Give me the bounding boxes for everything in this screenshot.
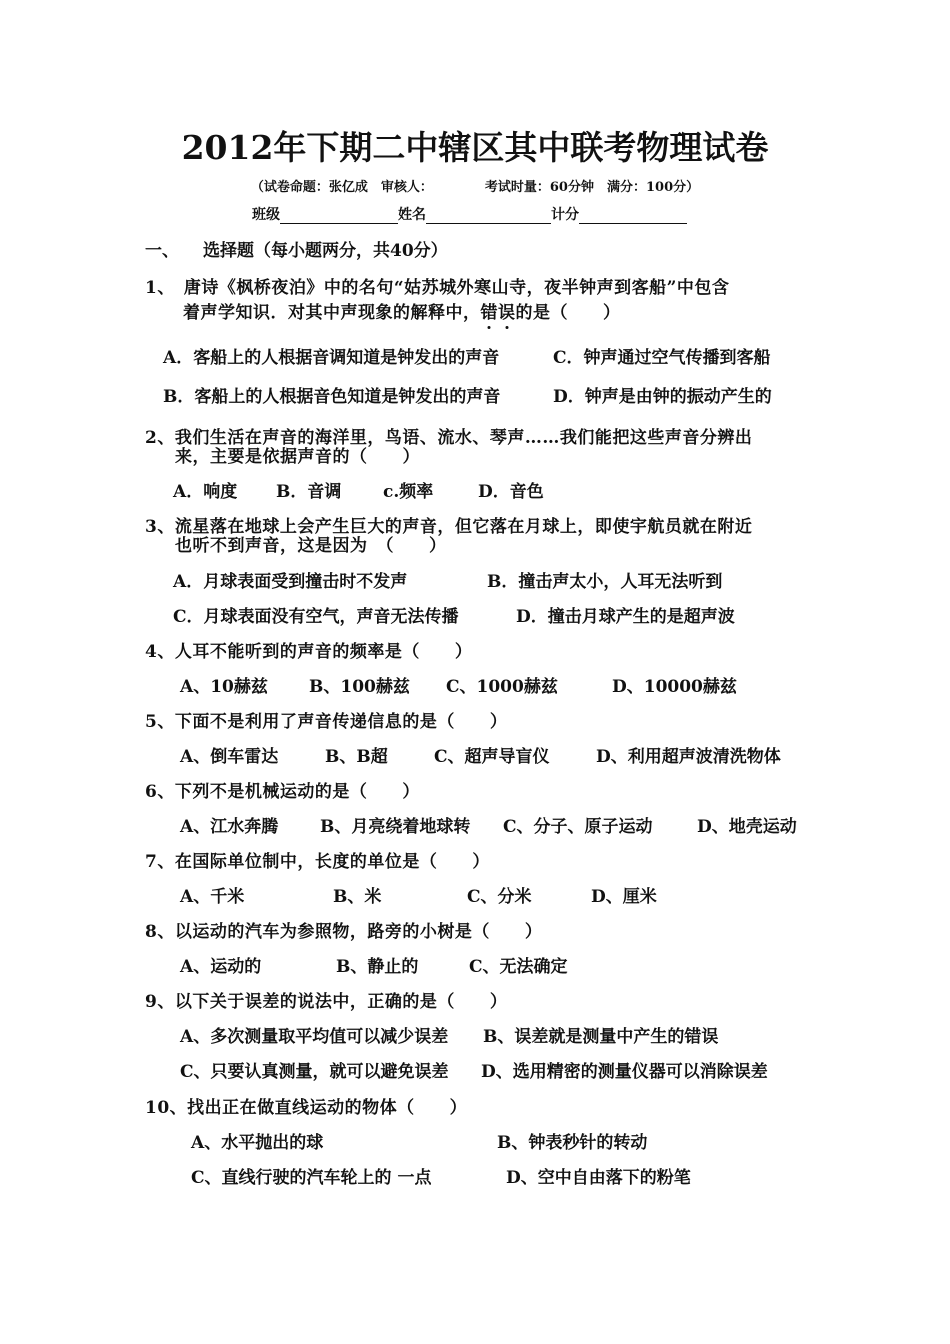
meta-setter: （试卷命题：张亿成 审核人： (250, 180, 433, 195)
section-number: 一、 (145, 241, 179, 261)
student-info-fields (252, 204, 687, 224)
option[interactable]: C、分米 (467, 887, 532, 907)
option[interactable]: B．音调 (276, 482, 342, 502)
option[interactable]: c.频率 (383, 482, 434, 502)
option[interactable]: D、选用精密的测量仪器可以消除误差 (481, 1062, 768, 1082)
option[interactable]: D．音色 (478, 482, 544, 502)
option[interactable]: C、无法确定 (469, 957, 568, 977)
option[interactable]: D．钟声是由钟的振动产生的 (553, 387, 772, 407)
option[interactable]: C、1000赫兹 (446, 677, 558, 697)
question-4: 4、人耳不能听到的声音的频率是（ ） (145, 642, 473, 662)
page-title: 2012年下期二中辖区其中联考物理试卷 (181, 128, 769, 167)
option[interactable]: D、空中自由落下的粉笔 (506, 1168, 691, 1188)
option[interactable]: A、10赫兹 (180, 677, 268, 697)
question-10: 10、找出正在做直线运动的物体（ ） (145, 1098, 468, 1118)
emphasis-char: 错 (480, 303, 498, 323)
question-6: 6、下列不是机械运动的是（ ） (145, 782, 420, 802)
option[interactable]: C、超声导盲仪 (434, 747, 550, 767)
option[interactable]: B、米 (333, 887, 382, 907)
option[interactable]: B、误差就是测量中产生的错误 (483, 1027, 719, 1047)
option[interactable]: B、静止的 (336, 957, 419, 977)
score-blank[interactable] (579, 209, 687, 224)
question-1-line2 (183, 298, 621, 323)
class-blank[interactable] (280, 209, 398, 224)
class-label: 班级 (252, 207, 280, 223)
option[interactable]: A、水平抛出的球 (191, 1133, 324, 1153)
question-1-line2-post: 的是（ ） (515, 303, 621, 323)
option[interactable]: B、月亮绕着地球转 (320, 817, 471, 837)
option[interactable]: D、厘米 (591, 887, 657, 907)
question-2-line2: 来，主要是依据声音的（ ） (175, 447, 420, 467)
option[interactable]: A．响度 (173, 482, 238, 502)
emphasis-char: 误 (498, 303, 516, 323)
question-7: 7、在国际单位制中，长度的单位是（ ） (145, 852, 490, 872)
option[interactable]: C．钟声通过空气传播到客船 (553, 348, 771, 368)
option[interactable]: C、只要认真测量，就可以避免误差 (180, 1062, 449, 1082)
option[interactable]: A．客船上的人根据音调知道是钟发出的声音 (163, 348, 500, 368)
section-heading (145, 236, 448, 261)
option[interactable]: A、倒车雷达 (180, 747, 279, 767)
question-3-line2: 也听不到声音，这是因为 （ ） (175, 536, 447, 556)
option[interactable]: A．月球表面受到撞击时不发声 (173, 572, 408, 592)
option[interactable]: B．撞击声太小，人耳无法听到 (487, 572, 723, 592)
exam-meta (0, 176, 950, 195)
option[interactable]: A、江水奔腾 (180, 817, 279, 837)
question-5: 5、下面不是利用了声音传递信息的是（ ） (145, 712, 508, 732)
question-8: 8、以运动的汽车为参照物，路旁的小树是（ ） (145, 922, 543, 942)
option[interactable]: A、运动的 (180, 957, 262, 977)
question-2-line1: 2、我们生活在声音的海洋里，鸟语、流水、琴声……我们能把这些声音分辨出 (145, 428, 753, 448)
option[interactable]: B．客船上的人根据音色知道是钟发出的声音 (163, 387, 501, 407)
option[interactable]: B、钟表秒针的转动 (497, 1133, 648, 1153)
option[interactable]: D、利用超声波清洗物体 (596, 747, 781, 767)
option[interactable]: A、千米 (180, 887, 245, 907)
question-1-line1: 1、 唐诗《枫桥夜泊》中的名句“姑苏城外寒山寺，夜半钟声到客船”中包含 (145, 278, 730, 298)
option[interactable]: D、地壳运动 (697, 817, 797, 837)
option[interactable]: C、分子、原子运动 (503, 817, 653, 837)
meta-time: 考试时量：60分钟 满分：100分） (484, 180, 700, 195)
option[interactable]: D．撞击月球产生的是超声波 (516, 607, 735, 627)
question-9: 9、以下关于误差的说法中，正确的是（ ） (145, 992, 508, 1012)
score-label: 计分 (551, 207, 579, 223)
option[interactable]: D、10000赫兹 (612, 677, 737, 697)
option[interactable]: B、B超 (325, 747, 388, 767)
option[interactable]: B、100赫兹 (309, 677, 410, 697)
option[interactable]: C、直线行驶的汽车轮上的 一点 (191, 1168, 432, 1188)
option[interactable]: C．月球表面没有空气，声音无法传播 (173, 607, 459, 627)
name-label: 姓名 (398, 207, 426, 223)
question-3-line1: 3、流星落在地球上会产生巨大的声音，但它落在月球上，即使宇航员就在附近 (145, 517, 753, 537)
name-blank[interactable] (426, 209, 551, 224)
section-title: 选择题（每小题两分，共40分） (203, 241, 448, 261)
question-1-line2-pre: 着声学知识．对其中声现象的解释中， (183, 303, 481, 323)
option[interactable]: A、多次测量取平均值可以减少误差 (180, 1027, 449, 1047)
